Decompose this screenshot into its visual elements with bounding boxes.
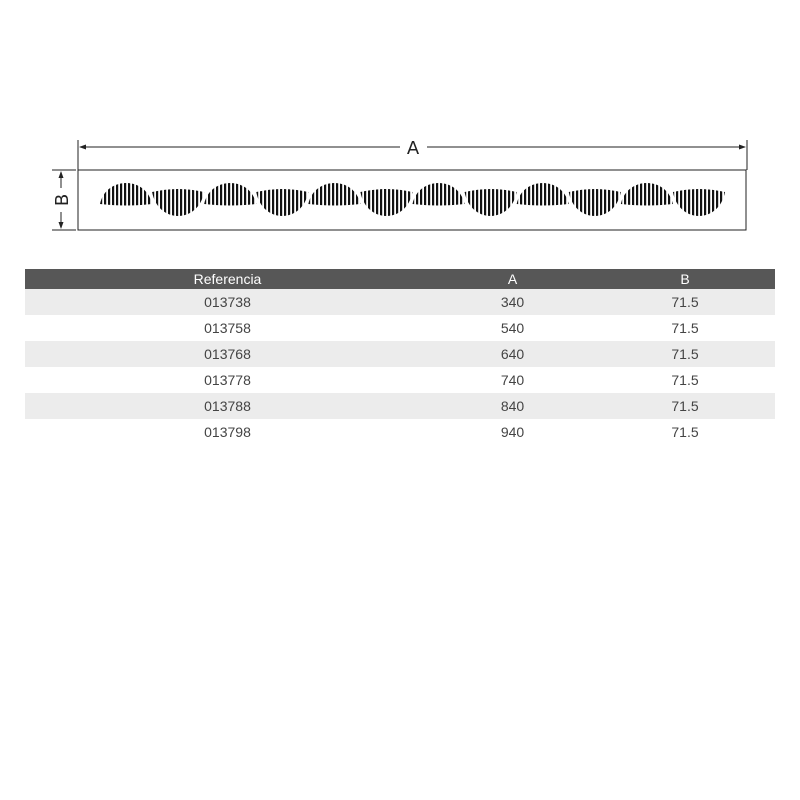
grille-slot [432,170,434,230]
grille-slot [528,170,530,230]
cell-a: 740 [430,367,595,393]
grille-slot [308,170,310,230]
dimension-b-label: B [52,193,73,207]
grille-slot [400,170,402,230]
grille-slot [292,170,294,230]
grille-slot [628,170,630,230]
grille-slot [552,170,554,230]
grille-slot [656,170,658,230]
grille-slot [188,170,190,230]
grille-slot [244,170,246,230]
grille-slot [324,170,326,230]
grille-slot [136,170,138,230]
grille-slot [372,170,374,230]
grille-slot [140,170,142,230]
cell-a: 640 [430,341,595,367]
grille-slot [300,170,302,230]
grille-slot [296,170,298,230]
table-header-row [25,269,775,289]
grille-slot [340,170,342,230]
grille-slot [536,170,538,230]
grille-slot [704,170,706,230]
grille-slot [328,170,330,230]
cell-referencia: 013758 [25,315,430,341]
grille-slot [572,170,574,230]
grille-slot [152,170,154,230]
grille-slot [396,170,398,230]
grille-slot [168,170,170,230]
grille-slot [600,170,602,230]
spec-table [25,269,775,445]
cell-a: 940 [430,419,595,445]
grille-slot [312,170,314,230]
grille-slot [448,170,450,230]
grille-slot [616,170,618,230]
table-row [25,289,775,315]
grille-slot [548,170,550,230]
grille-slot [336,170,338,230]
grille-slot [108,170,110,230]
grille-slot [264,170,266,230]
grille-slot [652,170,654,230]
grille-slot [560,170,562,230]
grille-slot [576,170,578,230]
grille-slot [316,170,318,230]
cell-referencia: 013738 [25,289,430,315]
grille-slot [144,170,146,230]
column-header-referencia: Referencia [25,269,430,289]
grille-slot [608,170,610,230]
grille-slot [648,170,650,230]
grille-slot [344,170,346,230]
grille-slot [348,170,350,230]
grille-slot [304,170,306,230]
grille-slot [636,170,638,230]
technical-drawing [0,0,800,260]
grille-slot [516,170,518,230]
grille-slot [660,170,662,230]
grille-slot [252,170,254,230]
grille-slot [256,170,258,230]
grille-slot [724,170,726,230]
grille-slot [480,170,482,230]
grille-slot [352,170,354,230]
grille-slot [524,170,526,230]
table-row [25,315,775,341]
grille-slot [388,170,390,230]
grille-slot [632,170,634,230]
grille-slot [184,170,186,230]
grille-slot [504,170,506,230]
grille-slot [320,170,322,230]
grille-slot [100,170,102,230]
grille-slot [248,170,250,230]
grille-slot [472,170,474,230]
cell-b: 71.5 [595,315,775,341]
grille-slot [500,170,502,230]
grille-slot [156,170,158,230]
cell-a: 340 [430,289,595,315]
grille-slot [520,170,522,230]
grille-slot [212,170,214,230]
table-row [25,419,775,445]
grille-slot [392,170,394,230]
grille-slot [604,170,606,230]
cell-a: 840 [430,393,595,419]
grille-slot [240,170,242,230]
grille-slot [384,170,386,230]
grille-slot [464,170,466,230]
grille-slot [368,170,370,230]
cell-b: 71.5 [595,419,775,445]
table-row [25,341,775,367]
grille-slot [236,170,238,230]
column-header-b: B [595,269,775,289]
grille-slot [124,170,126,230]
grille-slot [708,170,710,230]
grille-slot [596,170,598,230]
grille-slot [416,170,418,230]
grille-slot [620,170,622,230]
cell-referencia: 013778 [25,367,430,393]
grille-slot [484,170,486,230]
grille-slot [568,170,570,230]
grille-slot [684,170,686,230]
grille-slot [712,170,714,230]
grille-slot [668,170,670,230]
dimension-a-label: A [406,138,420,159]
grille-slot [172,170,174,230]
cell-referencia: 013798 [25,419,430,445]
grille-slot [272,170,274,230]
cell-b: 71.5 [595,289,775,315]
grille-slot [176,170,178,230]
grille-slot [192,170,194,230]
grille-slot [680,170,682,230]
grille-slot [640,170,642,230]
grille-slot [564,170,566,230]
grille-slot [580,170,582,230]
grille-slot [280,170,282,230]
cell-b: 71.5 [595,393,775,419]
grille-slot [496,170,498,230]
grille-slot [232,170,234,230]
grille-slot [196,170,198,230]
grille-slot [200,170,202,230]
grille-slot [268,170,270,230]
grille-slot [360,170,362,230]
grille-slot [688,170,690,230]
grille-slot [700,170,702,230]
grille-slot [468,170,470,230]
grille-slot [456,170,458,230]
grille-slot [120,170,122,230]
grille-slot [260,170,262,230]
grille-slot [584,170,586,230]
grille-slot [720,170,722,230]
grille-slot [128,170,130,230]
grille-slot [676,170,678,230]
grille-slot [544,170,546,230]
grille-slot [672,170,674,230]
grille-slot [204,170,206,230]
grille-slot [540,170,542,230]
grille-slot [556,170,558,230]
table-row [25,367,775,393]
grille-slot [428,170,430,230]
grille-slot [180,170,182,230]
cell-referencia: 013768 [25,341,430,367]
grille-slot [112,170,114,230]
grille-slot [612,170,614,230]
grille-slot [512,170,514,230]
grille-slot [488,170,490,230]
grille-slot [216,170,218,230]
grille-slot [380,170,382,230]
grille-slot [160,170,162,230]
table-row [25,393,775,419]
grille-slot [716,170,718,230]
grille-slot [364,170,366,230]
grille-slot [376,170,378,230]
grille-slot [664,170,666,230]
grille-slot [452,170,454,230]
grille-slot [424,170,426,230]
grille-slot [116,170,118,230]
grille-slot [288,170,290,230]
grille-slot [224,170,226,230]
grille-slot [436,170,438,230]
grille-slot-pattern [100,170,726,230]
cell-referencia: 013788 [25,393,430,419]
grille-slot [624,170,626,230]
grille-slot [476,170,478,230]
grille-slot [276,170,278,230]
grille-slot [696,170,698,230]
column-header-a: A [430,269,595,289]
grille-slot [588,170,590,230]
grille-slot [420,170,422,230]
cell-b: 71.5 [595,341,775,367]
cell-b: 71.5 [595,367,775,393]
grille-slot [132,170,134,230]
grille-slot [148,170,150,230]
grille-slot [408,170,410,230]
grille-slot [492,170,494,230]
grille-slot [412,170,414,230]
grille-slot [444,170,446,230]
grille-slot [692,170,694,230]
grille-slot [460,170,462,230]
grille-slot [356,170,358,230]
grille-slot [440,170,442,230]
grille-slot [284,170,286,230]
grille-slot [532,170,534,230]
grille-slot [404,170,406,230]
grille-slot [208,170,210,230]
grille-slot [164,170,166,230]
grille-slot [508,170,510,230]
grille-slot [104,170,106,230]
cell-a: 540 [430,315,595,341]
grille-slot [332,170,334,230]
grille-slot [644,170,646,230]
grille-slot [228,170,230,230]
grille-slot [220,170,222,230]
grille-slot [592,170,594,230]
